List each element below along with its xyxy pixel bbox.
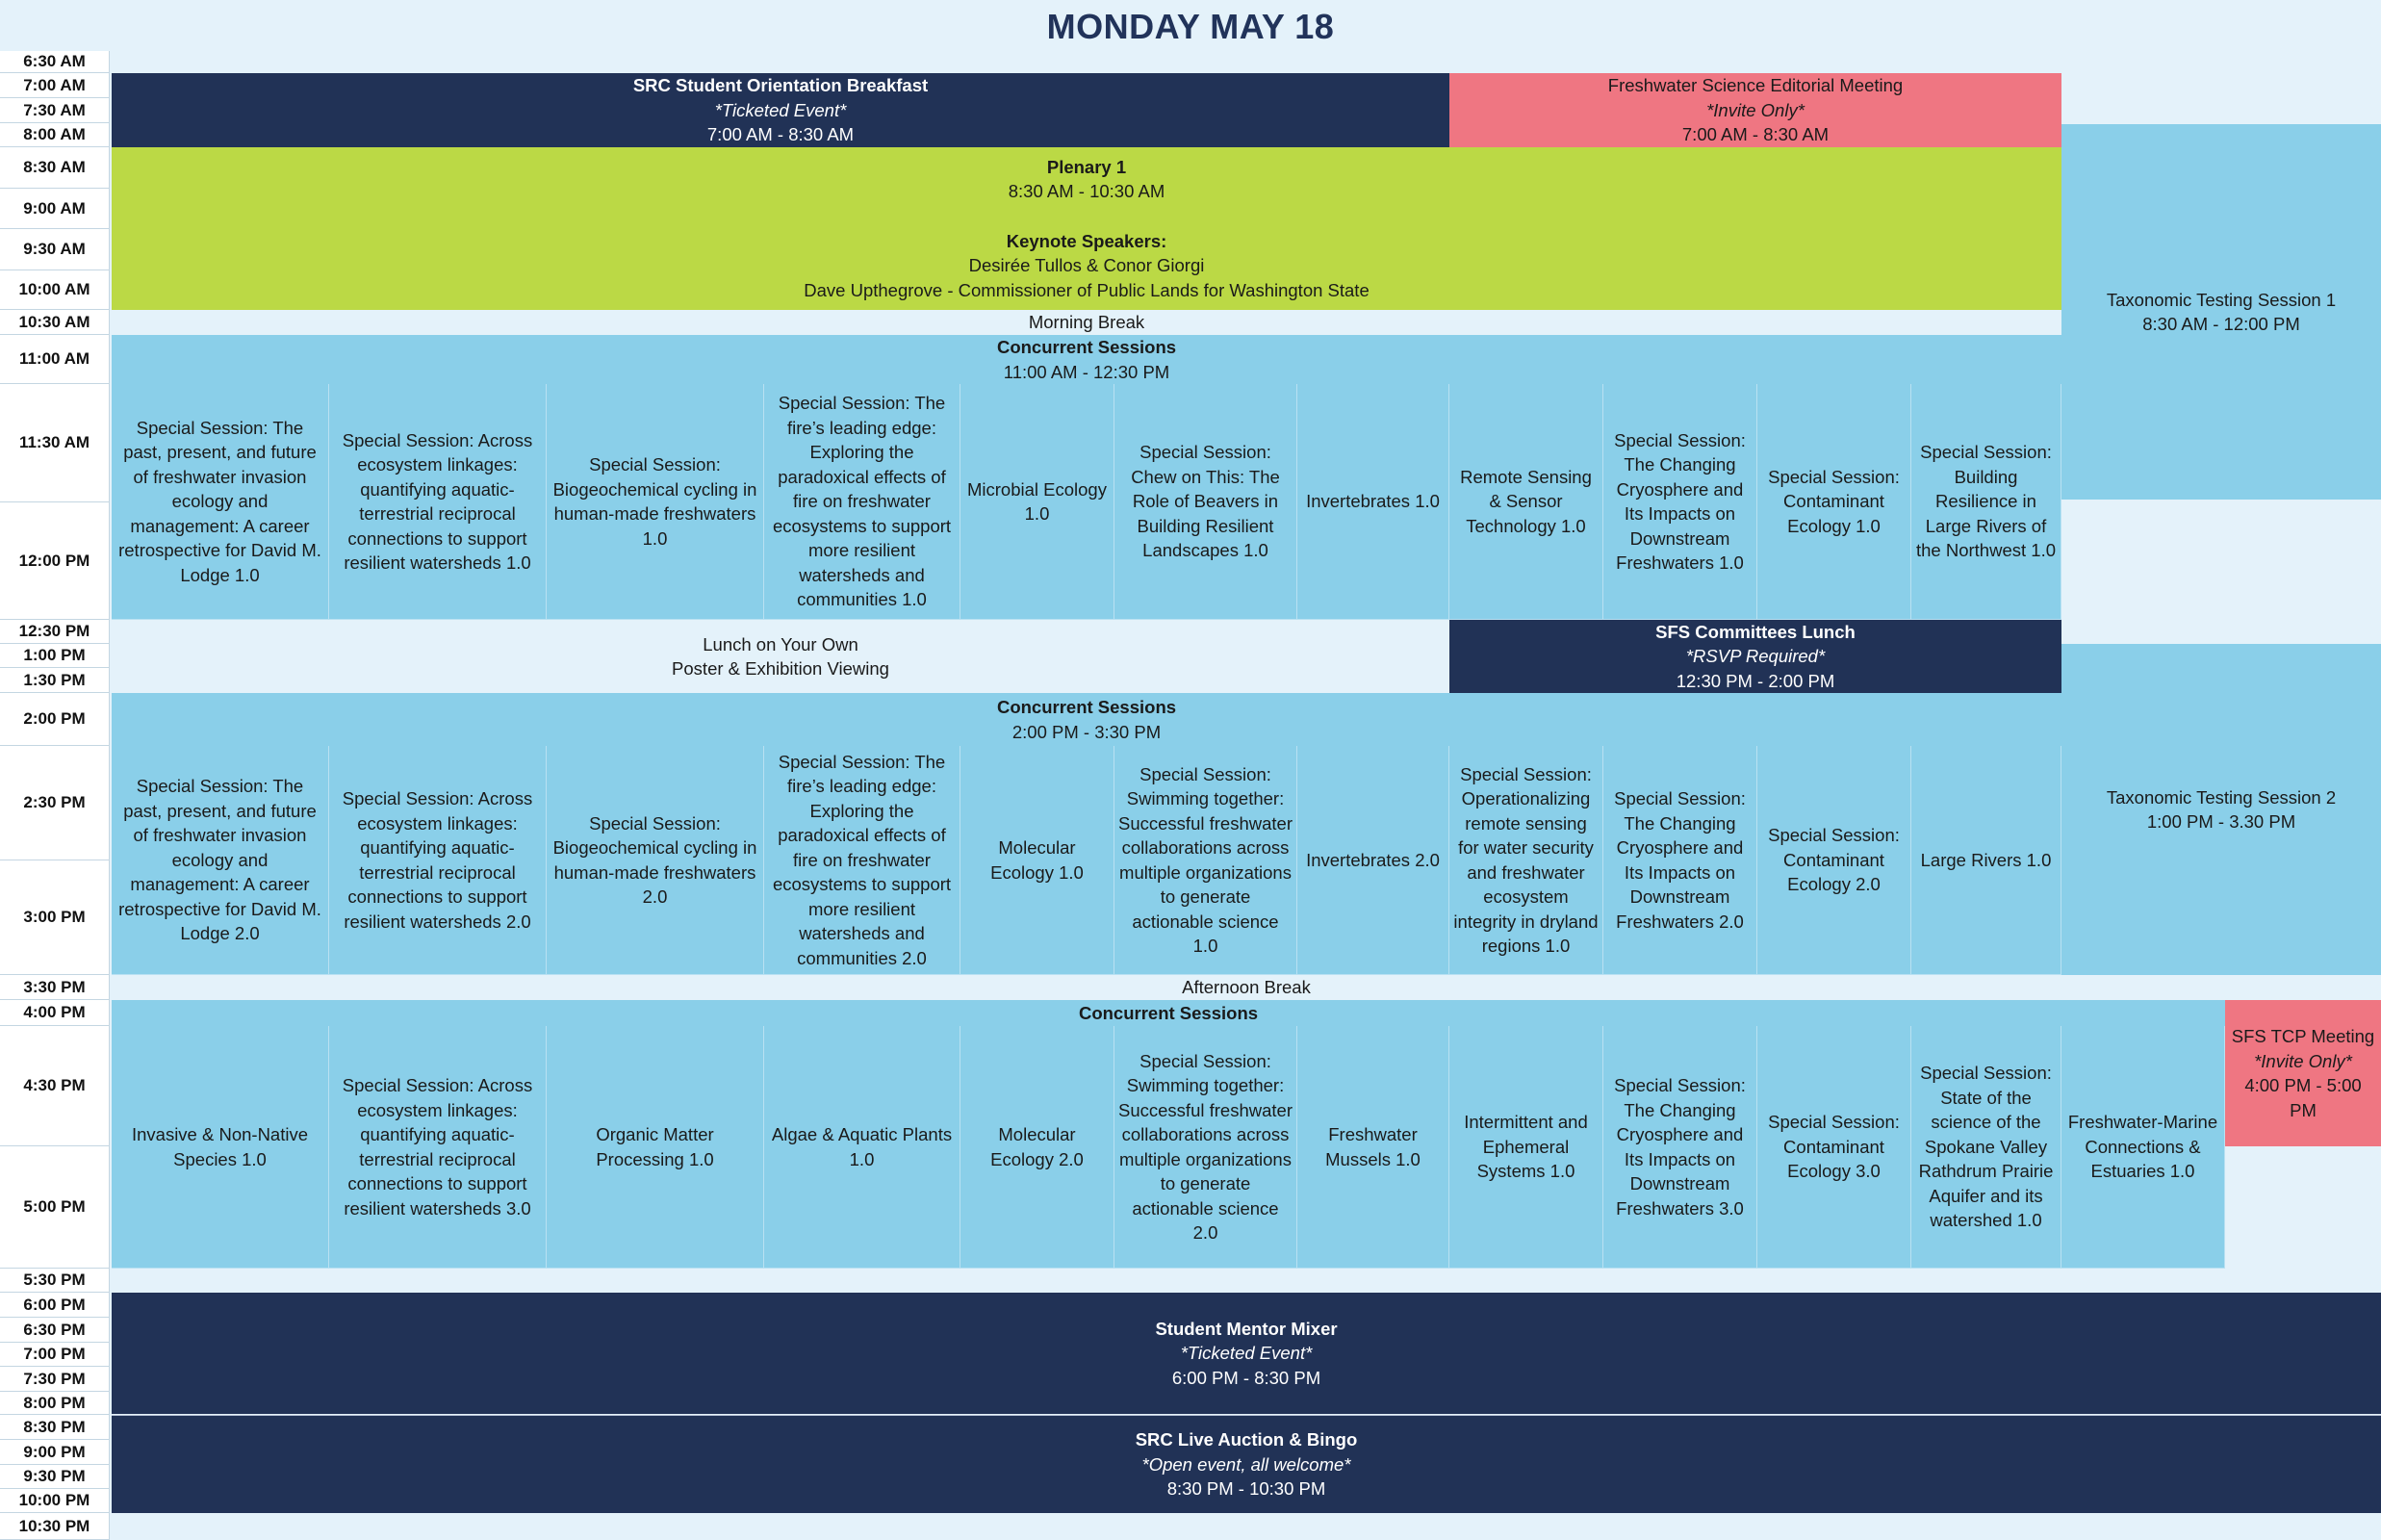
event-name: Plenary 1 xyxy=(1046,156,1127,177)
session-title: Special Session: Chew on This: The Role of Beavers in Building Resilient Landscapes 1.0 xyxy=(1131,442,1280,561)
session-cell[interactable] xyxy=(1297,1026,1449,1269)
session-cell[interactable] xyxy=(1911,746,2061,975)
session-title: Special Session: The past, present, and future of freshwater invasion ecology and management: A career retrospective for David M. Lodge 1.0 xyxy=(118,417,321,585)
session-title: Special Session: The Changing Cryosphere and Its Impacts on Downstream Freshwaters 1.0 xyxy=(1614,429,1746,573)
lunch-line-1: Lunch on Your Own xyxy=(703,633,858,654)
session-title: Special Session: The fire’s leading edge: Exploring the paradoxical effects of fire on freshwater ecosystems to support more resilient watersheds and communities 2.0 xyxy=(772,751,952,968)
header-label: Concurrent Sessions xyxy=(996,337,1177,357)
session-cell[interactable] xyxy=(1449,746,1603,975)
session-cell[interactable] xyxy=(1911,384,2061,620)
session-title: Invasive & Non-Native Species 1.0 xyxy=(131,1124,309,1169)
event-taxonomic-testing-1[interactable] xyxy=(2061,124,2381,500)
event-name: Taxonomic Testing Session 1 xyxy=(2106,289,2337,310)
event-time: 8:30 PM - 10:30 PM xyxy=(1166,1478,1326,1500)
time-label: 1:00 PM xyxy=(0,644,110,668)
session-cell[interactable] xyxy=(764,384,960,620)
session-cell[interactable] xyxy=(329,746,547,975)
event-time: 6:00 PM - 8:30 PM xyxy=(1171,1367,1321,1388)
morning-break xyxy=(112,310,2061,335)
session-cell[interactable] xyxy=(960,384,1114,620)
time-label: 8:30 AM xyxy=(0,147,110,189)
session-title: Special Session: Biogeochemical cycling in human-made freshwaters 1.0 xyxy=(552,454,757,549)
time-label: 4:00 PM xyxy=(0,1000,110,1026)
session-title: Special Session: Contaminant Ecology 1.0 xyxy=(1768,466,1900,536)
session-title: Microbial Ecology 1.0 xyxy=(967,478,1107,524)
session-cell[interactable] xyxy=(1114,1026,1297,1269)
event-committees-lunch[interactable] xyxy=(1449,620,2061,693)
session-title: Large Rivers 1.0 xyxy=(1920,849,2052,870)
session-cell[interactable] xyxy=(1757,1026,1911,1269)
event-name: Student Mentor Mixer xyxy=(1155,1318,1338,1339)
session-title: Special Session: Swimming together: Successful freshwater collaborations across multiple organizations to generate actionable science 2.0 xyxy=(1118,1050,1293,1243)
concurrent-sessions-header-2 xyxy=(112,693,2061,746)
session-cell[interactable] xyxy=(764,1026,960,1269)
event-note: *Ticketed Event* xyxy=(714,99,847,120)
afternoon-break xyxy=(112,975,2381,1000)
time-label: 9:30 AM xyxy=(0,229,110,270)
session-title: Special Session: Contaminant Ecology 3.0 xyxy=(1768,1112,1900,1182)
session-title: Freshwater Mussels 1.0 xyxy=(1325,1124,1421,1169)
session-title: Invertebrates 1.0 xyxy=(1306,491,1440,512)
event-taxonomic-testing-2[interactable] xyxy=(2061,644,2381,975)
event-note: *Open event, all welcome* xyxy=(1141,1453,1351,1475)
session-title: Special Session: Across ecosystem linkages: quantifying aquatic-terrestrial reciprocal connections to support resilient watersheds 1.0 xyxy=(342,429,533,573)
session-cell[interactable] xyxy=(960,1026,1114,1269)
time-label: 5:00 PM xyxy=(0,1146,110,1269)
event-tcp-meeting[interactable] xyxy=(2225,1000,2381,1146)
time-label: 10:00 PM xyxy=(0,1489,110,1513)
time-label: 10:00 AM xyxy=(0,270,110,310)
time-label: 7:30 AM xyxy=(0,98,110,123)
session-cell[interactable] xyxy=(764,746,960,975)
event-student-mentor-mixer[interactable] xyxy=(112,1293,2381,1414)
session-cell[interactable] xyxy=(1114,746,1297,975)
time-label: 1:30 PM xyxy=(0,668,110,693)
session-title: Freshwater-Marine Connections & Estuaries 1.0 xyxy=(2067,1112,2218,1182)
event-note: *Invite Only* xyxy=(2254,1050,2352,1071)
header-label: Concurrent Sessions xyxy=(1078,1002,1259,1023)
keynote-heading: Keynote Speakers: xyxy=(1006,230,1167,251)
event-time: 4:00 PM - 5:00 PM xyxy=(2244,1075,2362,1120)
session-cell[interactable] xyxy=(1603,1026,1757,1269)
time-label: 9:30 PM xyxy=(0,1465,110,1489)
session-title: Special Session: State of the science of the Spokane Valley Rathdrum Prairie Aquifer and its watershed 1.0 xyxy=(1918,1063,2054,1231)
session-title: Special Session: Contaminant Ecology 2.0 xyxy=(1768,825,1900,895)
session-title: Special Session: The fire’s leading edge: Exploring the paradoxical effects of fire on freshwater ecosystems to support more resilient watersheds and communities 1.0 xyxy=(772,393,952,610)
session-cell[interactable] xyxy=(1449,384,1603,620)
session-cell[interactable] xyxy=(329,1026,547,1269)
time-label: 8:00 AM xyxy=(0,123,110,147)
session-cell[interactable] xyxy=(1449,1026,1603,1269)
concurrent-sessions-header-3 xyxy=(112,1000,2225,1026)
event-time: 12:30 PM - 2:00 PM xyxy=(1676,670,1835,691)
event-live-auction[interactable] xyxy=(112,1415,2381,1513)
session-title: Special Session: Building Resilience in Large Rivers of the Northwest 1.0 xyxy=(1916,442,2056,561)
time-label: 7:00 AM xyxy=(0,73,110,98)
keynote-speaker-2: Dave Upthegrove - Commissioner of Public Lands for Washington State xyxy=(804,279,1370,300)
event-note: *Invite Only* xyxy=(1706,99,1805,120)
event-time: 8:30 AM - 12:00 PM xyxy=(2142,314,2300,334)
time-label: 10:30 AM xyxy=(0,310,110,335)
time-label: 9:00 PM xyxy=(0,1440,110,1465)
time-label: 9:00 AM xyxy=(0,189,110,229)
session-cell[interactable] xyxy=(112,1026,329,1269)
event-name: SRC Student Orientation Breakfast xyxy=(632,75,929,96)
session-cell[interactable] xyxy=(1297,746,1449,975)
time-label: 2:30 PM xyxy=(0,746,110,860)
header-time: 2:00 PM - 3:30 PM xyxy=(1011,721,1162,742)
time-label: 5:30 PM xyxy=(0,1269,110,1293)
event-orientation-breakfast[interactable] xyxy=(112,73,1449,147)
session-cell[interactable] xyxy=(1757,384,1911,620)
time-label: 11:30 AM xyxy=(0,384,110,502)
session-title: Special Session: Across ecosystem linkages: quantifying aquatic-terrestrial reciprocal connections to support resilient watersheds 2.0 xyxy=(342,788,533,932)
session-title: Special Session: The Changing Cryosphere and Its Impacts on Downstream Freshwaters 3.0 xyxy=(1614,1075,1746,1219)
session-title: Algae & Aquatic Plants 1.0 xyxy=(771,1124,953,1169)
session-title: Special Session: Operationalizing remote sensing for water security and freshwater ecosystem integrity in dryland regions 1.0 xyxy=(1453,763,1599,956)
session-title: Molecular Ecology 1.0 xyxy=(990,837,1084,883)
session-cell[interactable] xyxy=(960,746,1114,975)
break-label: Afternoon Break xyxy=(1182,977,1311,998)
event-note: *Ticketed Event* xyxy=(1180,1343,1313,1364)
lunch-on-your-own xyxy=(112,620,1449,693)
session-title: Special Session: Across ecosystem linkages: quantifying aquatic-terrestrial reciprocal connections to support resilient watersheds 3.0 xyxy=(342,1075,533,1219)
event-name: SRC Live Auction & Bingo xyxy=(1135,1429,1358,1450)
break-label: Morning Break xyxy=(1028,312,1145,333)
session-cell[interactable] xyxy=(329,384,547,620)
session-cell[interactable] xyxy=(112,746,329,975)
session-title: Invertebrates 2.0 xyxy=(1306,849,1440,870)
keynote-speakers: Desirée Tullos & Conor Giorgi xyxy=(968,255,1205,276)
session-cell[interactable] xyxy=(1114,384,1297,620)
time-label: 6:30 PM xyxy=(0,1318,110,1343)
session-cell[interactable] xyxy=(1603,746,1757,975)
time-label: 7:00 PM xyxy=(0,1343,110,1367)
session-cell[interactable] xyxy=(547,746,764,975)
session-title: Special Session: The Changing Cryosphere and Its Impacts on Downstream Freshwaters 2.0 xyxy=(1614,788,1746,932)
session-cell[interactable] xyxy=(1911,1026,2061,1269)
session-cell[interactable] xyxy=(1297,384,1449,620)
event-name: SFS Committees Lunch xyxy=(1655,621,1856,642)
time-label: 6:30 AM xyxy=(0,51,110,73)
time-label: 3:00 PM xyxy=(0,860,110,975)
header-time: 11:00 AM - 12:30 PM xyxy=(1003,361,1170,382)
time-label: 7:30 PM xyxy=(0,1367,110,1392)
session-title: Special Session: The past, present, and future of freshwater invasion ecology and management: A career retrospective for David M. Lodge 2.0 xyxy=(118,776,321,944)
time-label: 12:30 PM xyxy=(0,620,110,644)
event-time: 1:00 PM - 3.30 PM xyxy=(2146,811,2296,832)
time-label: 8:00 PM xyxy=(0,1392,110,1415)
event-name: SFS TCP Meeting xyxy=(2231,1026,2375,1046)
session-cell[interactable] xyxy=(2061,1026,2225,1269)
lunch-line-2: Poster & Exhibition Viewing xyxy=(672,658,889,679)
time-label: 6:00 PM xyxy=(0,1293,110,1318)
session-title: Intermittent and Ephemeral Systems 1.0 xyxy=(1464,1112,1588,1182)
time-label: 4:30 PM xyxy=(0,1026,110,1146)
event-name: Taxonomic Testing Session 2 xyxy=(2106,786,2337,808)
event-time: 7:00 AM - 8:30 AM xyxy=(706,124,855,145)
concurrent-sessions-header-1 xyxy=(112,335,2061,384)
session-title: Special Session: Swimming together: Successful freshwater collaborations across multiple organizations to generate actionable science 1.0 xyxy=(1118,763,1293,956)
page-title: MONDAY MAY 18 xyxy=(1046,7,1335,46)
event-editorial-meeting[interactable] xyxy=(1449,73,2061,147)
session-title: Molecular Ecology 2.0 xyxy=(990,1124,1084,1169)
session-cell[interactable] xyxy=(547,1026,764,1269)
event-plenary[interactable] xyxy=(112,147,2061,310)
session-cell[interactable] xyxy=(1757,746,1911,975)
event-time: 8:30 AM - 10:30 AM xyxy=(1008,181,1165,202)
time-label: 10:30 PM xyxy=(0,1513,110,1540)
time-label: 3:30 PM xyxy=(0,975,110,1000)
time-label: 2:00 PM xyxy=(0,693,110,746)
header-label: Concurrent Sessions xyxy=(996,697,1177,717)
event-name: Freshwater Science Editorial Meeting xyxy=(1607,75,1904,96)
time-label: 8:30 PM xyxy=(0,1415,110,1440)
session-cell[interactable] xyxy=(547,384,764,620)
event-time: 7:00 AM - 8:30 AM xyxy=(1681,124,1830,145)
session-title: Remote Sensing & Sensor Technology 1.0 xyxy=(1460,466,1592,536)
time-label: 11:00 AM xyxy=(0,335,110,384)
session-title: Special Session: Biogeochemical cycling in human-made freshwaters 2.0 xyxy=(552,812,757,907)
time-label: 12:00 PM xyxy=(0,502,110,620)
event-note: *RSVP Required* xyxy=(1685,646,1826,667)
session-cell[interactable] xyxy=(112,384,329,620)
session-cell[interactable] xyxy=(1603,384,1757,620)
session-title: Organic Matter Processing 1.0 xyxy=(596,1124,714,1169)
